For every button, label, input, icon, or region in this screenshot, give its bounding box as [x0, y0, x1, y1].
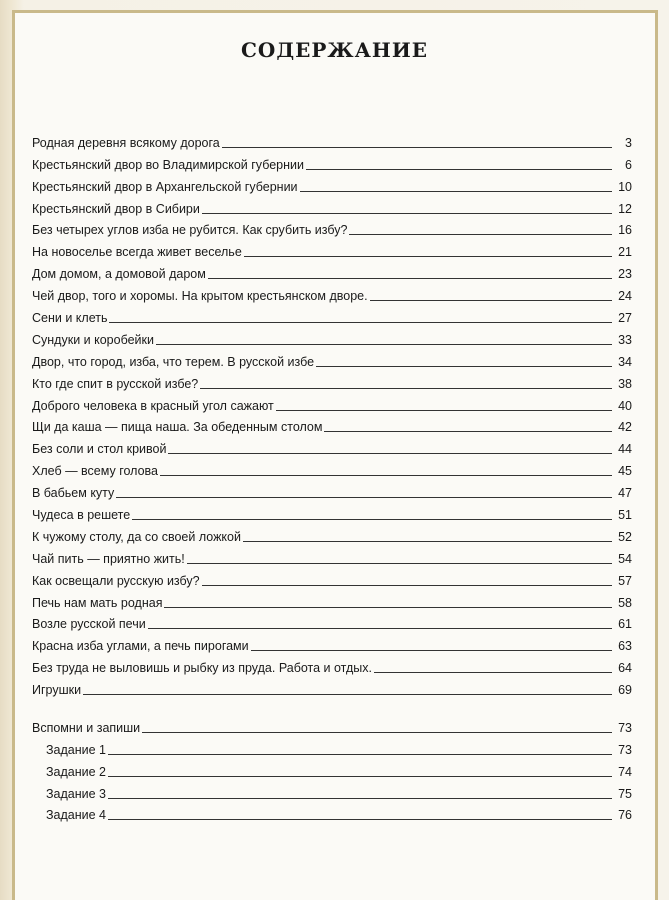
toc-leader-line [148, 628, 612, 629]
toc-page-number: 61 [618, 617, 632, 632]
toc-entry-title: Игрушки [32, 683, 82, 698]
toc-entry-title: Красна изба углами, а печь пирогами [32, 639, 249, 654]
toc-entry [32, 150, 632, 172]
toc-entry-title: Крестьянский двор в Архангельской губернии [32, 179, 298, 194]
toc-entry [32, 237, 632, 259]
toc-page-number: 33 [618, 332, 632, 347]
toc-entry-title: На новоселье всегда живет веселье [32, 245, 242, 260]
toc-entry [32, 434, 632, 456]
toc-entry-title: Задание 2 [46, 764, 107, 779]
table-of-contents-appendix [32, 713, 632, 822]
toc-page-number: 10 [618, 179, 632, 194]
toc-leader-line [370, 300, 612, 301]
toc-leader-line [108, 776, 612, 777]
toc-leader-line [208, 278, 612, 279]
toc-leader-line [160, 475, 612, 476]
toc-entry [32, 544, 632, 566]
toc-page-number: 57 [618, 573, 632, 588]
toc-entry-title: В бабьем куту [32, 486, 115, 501]
toc-leader-line [244, 256, 612, 257]
toc-entry [32, 631, 632, 653]
toc-page-number: 21 [618, 245, 632, 260]
toc-entry-title: Крестьянский двор во Владимирской губернии [32, 157, 304, 172]
toc-entry-title: Без труда не выловишь и рыбку из пруда. Работа и отдых. [32, 661, 372, 676]
toc-leader-line [374, 672, 612, 673]
toc-entry [32, 757, 632, 779]
toc-page-number: 23 [618, 267, 632, 282]
toc-leader-line [164, 607, 612, 608]
toc-entry [32, 675, 632, 697]
toc-page-number: 58 [618, 595, 632, 610]
toc-entry-title: Сундуки и коробейки [32, 332, 154, 347]
toc-leader-line [251, 650, 612, 651]
toc-leader-line [132, 519, 612, 520]
toc-entry [32, 500, 632, 522]
toc-entry-title: Дом домом, а домовой даром [32, 267, 206, 282]
toc-entry [32, 281, 632, 303]
toc-page-number: 44 [618, 442, 632, 457]
toc-entry [32, 801, 632, 823]
toc-leader-line [202, 213, 612, 214]
toc-page-number: 63 [618, 639, 632, 654]
toc-page-number: 27 [618, 311, 632, 326]
toc-entry [32, 456, 632, 478]
toc-entry-title: Как освещали русскую избу? [32, 573, 200, 588]
toc-entry [32, 172, 632, 194]
toc-entry [32, 653, 632, 675]
toc-entry-title: Задание 1 [46, 742, 107, 757]
toc-page-number: 74 [618, 764, 632, 779]
toc-entry-title: Доброго человека в красный угол сажают [32, 398, 274, 413]
table-of-contents [32, 128, 632, 697]
toc-page-number: 54 [618, 551, 632, 566]
toc-page-number: 52 [618, 529, 632, 544]
toc-leader-line [116, 497, 612, 498]
toc-entry-title: Двор, что город, изба, что терем. В русской избе [32, 354, 315, 369]
toc-entry-title: Вспомни и запиши [32, 720, 141, 735]
toc-page-number: 45 [618, 464, 632, 479]
toc-page-number: 47 [618, 486, 632, 501]
toc-page-number: 40 [618, 398, 632, 413]
toc-leader-line [200, 388, 612, 389]
toc-leader-line [316, 366, 612, 367]
toc-entry-title: Без соли и стол кривой [32, 442, 167, 457]
toc-leader-line [156, 344, 612, 345]
toc-page-number: 76 [618, 808, 632, 823]
toc-page-number: 12 [618, 201, 632, 216]
toc-leader-line [300, 191, 612, 192]
toc-entry [32, 588, 632, 610]
toc-entry-title: Печь нам мать родная [32, 595, 163, 610]
toc-entry-title: Возле русской печи [32, 617, 146, 632]
toc-entry-title: К чужому столу, да со своей ложкой [32, 529, 241, 544]
toc-entry [32, 566, 632, 588]
toc-leader-line [108, 819, 612, 820]
toc-entry-title: Сени и клеть [32, 311, 108, 326]
toc-page-number: 6 [625, 157, 632, 172]
toc-page-number: 73 [618, 742, 632, 757]
toc-page-number: 73 [618, 720, 632, 735]
toc-entry-title: Чай пить — приятно жить! [32, 551, 185, 566]
toc-entry [32, 347, 632, 369]
toc-entry [32, 522, 632, 544]
toc-leader-line [108, 798, 612, 799]
toc-entry [32, 369, 632, 391]
toc-page-number: 38 [618, 376, 632, 391]
toc-leader-line [109, 322, 612, 323]
toc-entry [32, 325, 632, 347]
toc-entry [32, 303, 632, 325]
toc-page-number: 64 [618, 661, 632, 676]
toc-entry [32, 779, 632, 801]
toc-page-number: 75 [618, 786, 632, 801]
toc-leader-line [108, 754, 612, 755]
toc-entry-title: Крестьянский двор в Сибири [32, 201, 200, 216]
toc-page-number: 42 [618, 420, 632, 435]
toc-entry [32, 610, 632, 632]
toc-entry [32, 259, 632, 281]
toc-entry-title: Щи да каша — пища наша. За обеденным столом [32, 420, 323, 435]
toc-entry-title: Без четырех углов изба не рубится. Как срубить избу? [32, 223, 348, 238]
toc-leader-line [324, 431, 612, 432]
toc-page-number: 16 [618, 223, 632, 238]
toc-entry [32, 194, 632, 216]
toc-entry [32, 216, 632, 238]
toc-entry [32, 478, 632, 500]
toc-leader-line [202, 585, 612, 586]
page-title: СОДЕРЖАНИЕ [241, 38, 428, 62]
toc-page-number: 3 [625, 135, 632, 150]
toc-page-number: 34 [618, 354, 632, 369]
toc-page-number: 24 [618, 289, 632, 304]
toc-entry [32, 128, 632, 150]
toc-leader-line [276, 410, 612, 411]
toc-leader-line [83, 694, 612, 695]
toc-leader-line [306, 169, 612, 170]
toc-leader-line [142, 732, 612, 733]
toc-entry-title: Кто где спит в русской избе? [32, 376, 199, 391]
toc-leader-line [168, 453, 612, 454]
toc-entry-title: Родная деревня всякому дорога [32, 135, 220, 150]
toc-entry [32, 413, 632, 435]
toc-entry-title: Чей двор, того и хоромы. На крытом крестьянском дворе. [32, 289, 368, 304]
toc-entry [32, 713, 632, 735]
toc-leader-line [222, 147, 612, 148]
toc-entry-title: Задание 3 [46, 786, 107, 801]
toc-page-number: 51 [618, 508, 632, 523]
toc-entry [32, 735, 632, 757]
toc-entry-title: Задание 4 [46, 808, 107, 823]
toc-entry-title: Хлеб — всему голова [32, 464, 159, 479]
toc-entry [32, 391, 632, 413]
toc-leader-line [187, 563, 612, 564]
toc-leader-line [243, 541, 612, 542]
toc-leader-line [349, 234, 612, 235]
toc-page-number: 69 [618, 683, 632, 698]
toc-entry-title: Чудеса в решете [32, 508, 131, 523]
